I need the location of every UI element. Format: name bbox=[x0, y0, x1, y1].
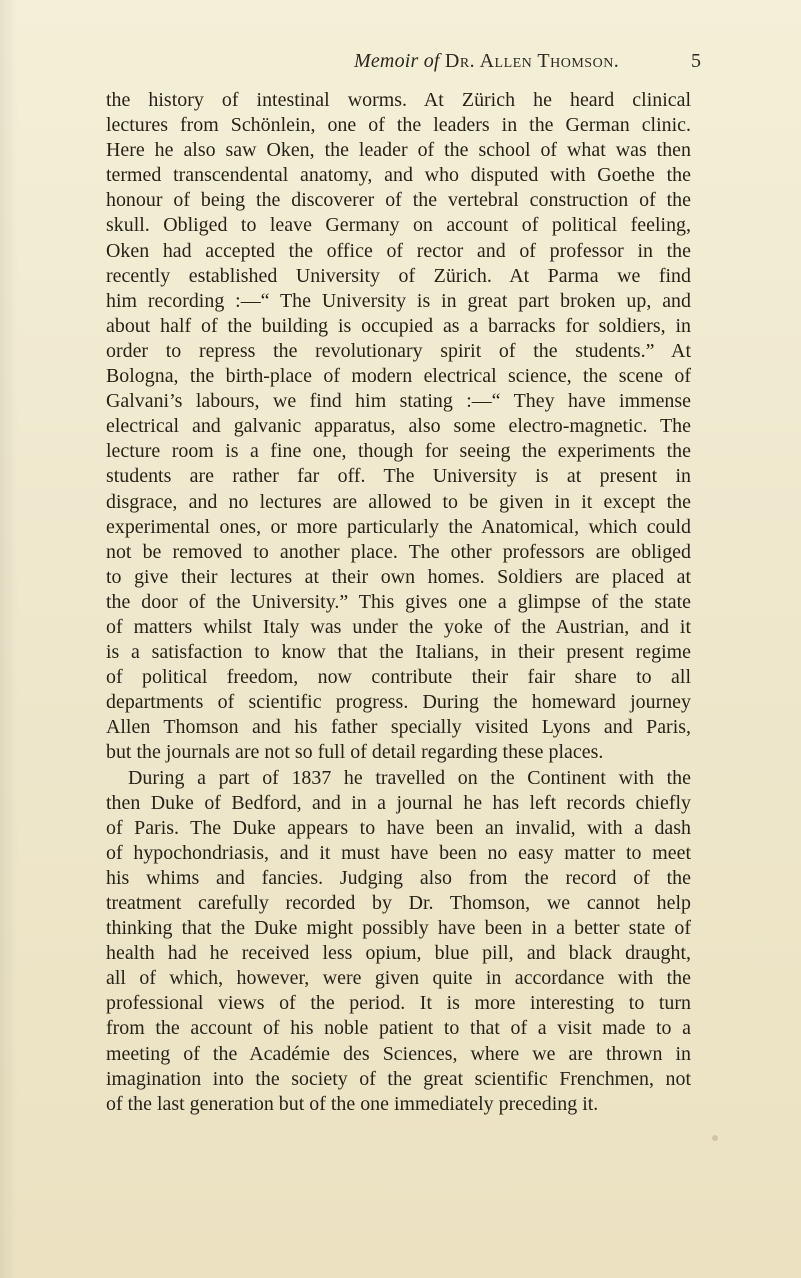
text-line: not be removed to another place. The other professors are obliged bbox=[106, 540, 691, 563]
text-line: health had he received less opium, blue pill, and black draught, bbox=[106, 942, 691, 965]
text-line: Allen Thomson and his father specially visited Lyons and Paris, bbox=[106, 716, 691, 739]
text-line: but the journals are not so full of detail regarding these places. bbox=[106, 741, 604, 764]
text-line: honour of being the discoverer of the vertebral construction of the bbox=[106, 189, 691, 212]
text-line: him recording :—“ The University is in great part broken up, and bbox=[106, 289, 691, 312]
text-line: meeting of the Académie des Sciences, where we are thrown in bbox=[106, 1042, 691, 1065]
running-title bbox=[354, 48, 619, 74]
text-line: the history of intestinal worms. At Zürich he heard clinical bbox=[106, 89, 691, 111]
text-line: of political freedom, now contribute their fair share to all bbox=[106, 666, 691, 689]
text-line: During a part of 1837 he travelled on the Continent with the bbox=[128, 766, 691, 789]
running-title-italic: Memoir of bbox=[354, 50, 440, 72]
text-line: all of which, however, were given quite in accordance with the bbox=[106, 967, 691, 990]
text-line: is a satisfaction to know that the Italians, in their present regime bbox=[106, 641, 691, 664]
running-title-name: Dr. Allen Thomson. bbox=[444, 50, 620, 72]
text-line: experimental ones, or more particularly the Anatomical, which could bbox=[106, 515, 691, 538]
text-line: Here he also saw Oken, the leader of the school of what was then bbox=[106, 139, 691, 162]
text-line: skull. Obliged to leave Germany on account of political feeling, bbox=[106, 214, 691, 237]
body-text bbox=[106, 88, 691, 1117]
text-line: termed transcendental anatomy, and who disputed with Goethe the bbox=[106, 164, 691, 187]
text-line: lecture room is a fine one, though for seeing the experiments the bbox=[106, 440, 691, 463]
text-line: Oken had accepted the office of rector and of professor in the bbox=[106, 239, 691, 262]
text-line: professional views of the period. It is more interesting to turn bbox=[106, 992, 691, 1015]
text-line: imagination into the society of the great scientific Frenchmen, not bbox=[106, 1067, 691, 1090]
text-line: from the account of his noble patient to that of a visit made to a bbox=[106, 1017, 691, 1040]
text-line: disgrace, and no lectures are allowed to be given in it except the bbox=[106, 490, 691, 513]
text-line: then Duke of Bedford, and in a journal he has left records chiefly bbox=[106, 791, 691, 814]
text-line: of hypochondriasis, and it must have been no easy matter to meet bbox=[106, 841, 691, 864]
text-line: electrical and galvanic apparatus, also some electro-magnetic. The bbox=[106, 415, 691, 438]
text-line: the door of the University.” This gives one a glimpse of the state bbox=[106, 590, 691, 613]
text-line: departments of scientific progress. During the homeward journey bbox=[106, 691, 691, 714]
running-header bbox=[106, 48, 800, 74]
text-line: thinking that the Duke might possibly have been in a better state of bbox=[106, 917, 691, 940]
paper-spot bbox=[712, 1135, 718, 1141]
text-line: about half of the building is occupied as a barracks for soldiers, in bbox=[106, 314, 691, 337]
text-line: recently established University of Zürich. At Parma we find bbox=[106, 264, 691, 287]
text-line: treatment carefully recorded by Dr. Thomson, we cannot help bbox=[106, 892, 691, 914]
text-line: of the last generation but of the one immediately preceding it. bbox=[106, 1092, 599, 1115]
text-line: Galvani’s labours, we find him stating :—“ They have immense bbox=[106, 390, 691, 413]
text-line: Bologna, the birth-place of modern electrical science, the scene of bbox=[106, 365, 691, 388]
text-line: lectures from Schönlein, one of the leaders in the German clinic. bbox=[106, 114, 691, 137]
text-line: order to repress the revolutionary spirit of the students.” At bbox=[106, 339, 691, 362]
text-line: of matters whilst Italy was under the yoke of the Austrian, and it bbox=[106, 615, 691, 638]
text-line: to give their lectures at their own homes. Soldiers are placed at bbox=[106, 565, 691, 588]
text-line: his whims and fancies. Judging also from the record of the bbox=[106, 866, 691, 889]
text-line: students are rather far off. The University is at present in bbox=[106, 465, 691, 488]
text-line: of Paris. The Duke appears to have been an invalid, with a dash bbox=[106, 816, 691, 839]
page-number: 5 bbox=[691, 50, 701, 72]
